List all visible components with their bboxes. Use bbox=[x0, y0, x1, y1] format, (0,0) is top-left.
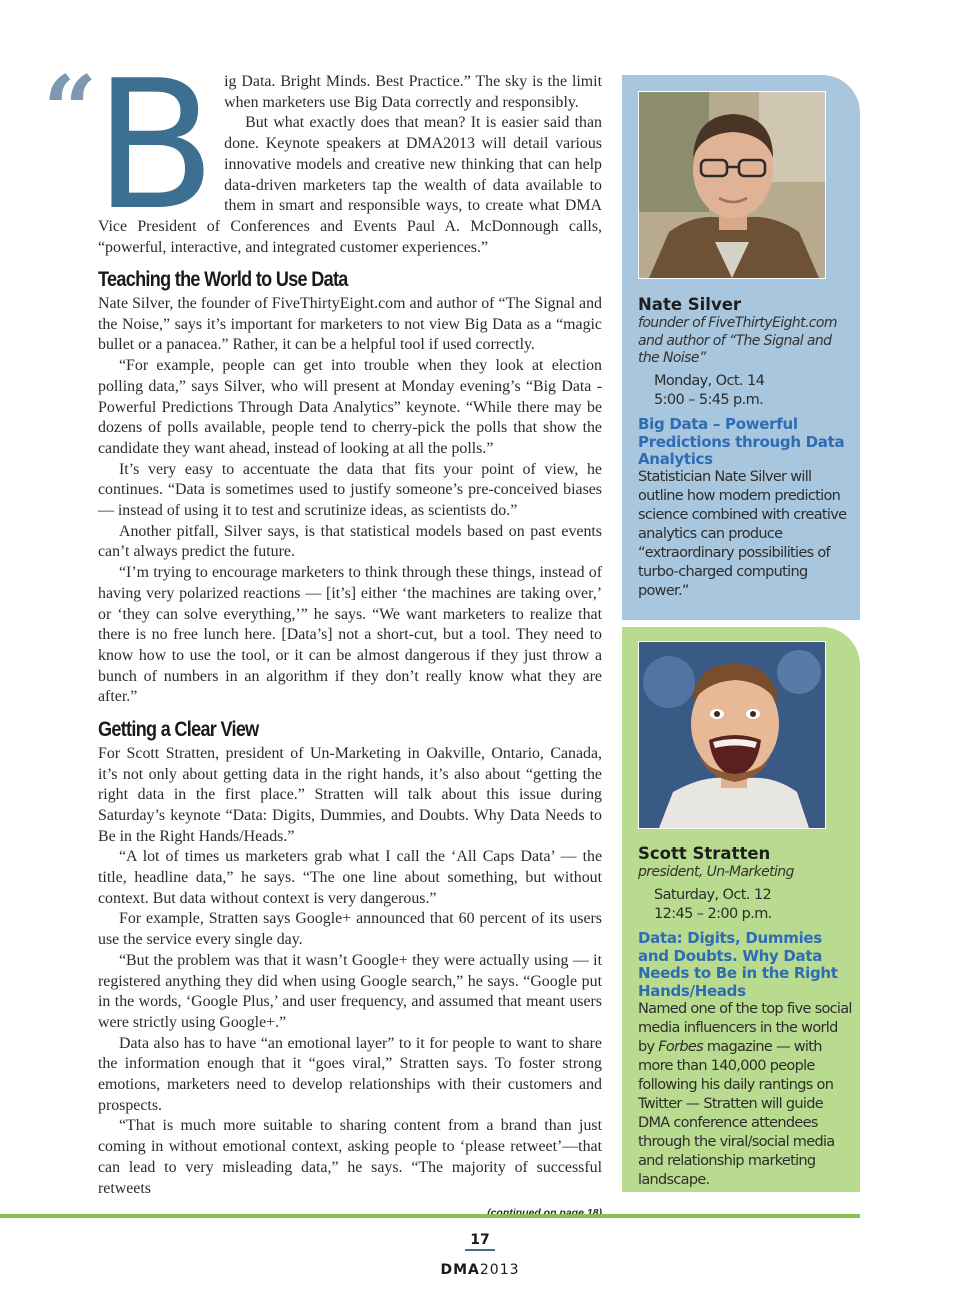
publication-name: Forbes bbox=[658, 1039, 703, 1055]
brand-year: 2013 bbox=[479, 1262, 520, 1278]
description-text: Named one of the top five social media influencers in the world by bbox=[638, 1001, 852, 1055]
body-paragraph: For example, Stratten says Google+ announced that 60 percent of its users use the service every single day. bbox=[98, 910, 602, 949]
speaker-box-nate-silver bbox=[622, 75, 860, 620]
speaker-name: Scott Stratten bbox=[638, 844, 771, 863]
section-heading: Getting a Clear View bbox=[98, 718, 259, 742]
session-date: Monday, Oct. 14 bbox=[654, 373, 765, 389]
footer-brand bbox=[430, 1262, 530, 1278]
body-paragraph: “That is much more suitable to sharing content from a brand than just coming in without emotional context, asking people to ‘please retweet’—that can lead to very misleading data,” he says. “The majority of successful retweets bbox=[98, 1117, 602, 1197]
article bbox=[43, 42, 602, 1224]
speaker-role: founder of FiveThirtyEight.com and author of “The Signal and the Noise” bbox=[638, 315, 837, 366]
page-number: 17 bbox=[465, 1232, 495, 1251]
body-paragraph: Data also has to have “an emotional layer” to it for people to want to share the information enough that it “goes viral,” Stratten says. To foster strong emotions, marketers need to develop relationships with their customers and prospects. bbox=[98, 1034, 602, 1114]
body-paragraph: It’s very easy to accentuate the data that fits your point of view, he continues. “Data is sometimes used to justify someone’s pre-conceived biases — instead of using it to test and scrutinize ideas, as scientists do.” bbox=[98, 460, 602, 520]
session-description bbox=[638, 1000, 853, 1190]
body-paragraph: “A lot of times us marketers grab what I call the ‘All Caps Data’ — the title, headline data,” he says. “The one line about something, but without context. But data without context is very dangerous.” bbox=[98, 848, 602, 907]
speaker-photo-nate-silver bbox=[638, 91, 826, 279]
description-text: magazine — with more than 140,000 people following his daily rantings on Twitter — Stratten will guide DMA conference attendees through the viral/social media and relationship marketing landscape. bbox=[638, 1039, 835, 1188]
speaker-box-scott-stratten bbox=[622, 627, 860, 1192]
session-time: 5:00 – 5:45 p.m. bbox=[654, 392, 764, 408]
body-paragraph: Another pitfall, Silver says, is that statistical models based on past events can’t always predict the future. bbox=[98, 522, 602, 561]
section-heading: Teaching the World to Use Data bbox=[98, 268, 348, 292]
body-paragraph: Nate Silver, the founder of FiveThirtyEight.com and author of “The Signal and the Noise,” says it’s important for marketers to not view Big Data as a “magic bullet or a panacea.” Rather, it can be a helpful tool if used correctly. bbox=[98, 295, 602, 354]
session-date: Saturday, Oct. 12 bbox=[654, 887, 772, 903]
intro-paragraph: ig Data. Bright Minds. Best Practice.” The sky is the limit when marketers use Big Data correctly and responsibly. bbox=[224, 73, 602, 111]
intro-paragraph: But what exactly does that mean? It is easier said than done. Keynote speakers at DMA2013 will detail various innovative models and creative new thinking that can help data-driven marketers tap the wealth of data available to them in smart and responsible ways, to create what DMA Vice President of Conferences and Events Paul A. McDonnough calls, “powerful, interactive, and integrated customer experiences.” bbox=[98, 114, 602, 256]
brand-name: DMA bbox=[440, 1262, 480, 1278]
speaker-name: Nate Silver bbox=[638, 295, 742, 314]
session-description: Statistician Nate Silver will outline how modern prediction science combined with creative analytics can produce “extraordinary possibilities of turbo-charged computing power.” bbox=[638, 469, 847, 599]
speaker-role: president, Un-Marketing bbox=[638, 864, 794, 880]
portrait-illustration bbox=[639, 92, 825, 278]
session-title: Big Data – Powerful Predictions through Data Analytics bbox=[638, 415, 845, 468]
body-paragraph: “I’m trying to encourage marketers to think through these things, instead of having very polarized reactions — [it’s] either ‘the machines are taking over,’ or ‘they can solve everything,’” he says. “We want marketers to realize that there is no free lunch here. [Data’s] not a short-cut, but a tool. They need to know how to use the tool, or it can be almost dangerous if they just throw a bunch of numbers in an algorithm if they don’t really know what they are after.” bbox=[98, 564, 602, 706]
body-paragraph: “But the problem was that it wasn’t Google+ they were actually using — it registered anything they did when using Google search,” he says. “Google put in the words, ‘Google Plus,’ and user frequency, and assumed that meant users were strictly using Google+.” bbox=[98, 951, 602, 1031]
footer-rule bbox=[0, 1214, 860, 1218]
portrait-illustration bbox=[639, 642, 825, 828]
session-time: 12:45 – 2:00 p.m. bbox=[654, 906, 772, 922]
drop-cap: B bbox=[94, 42, 217, 249]
speaker-photo-scott-stratten bbox=[638, 641, 826, 829]
body-paragraph: “For example, people can get into trouble when they look at election polling data,” says Silver, who will present at Monday evening’s “Big Data - Powerful Predictions Through Data Analytics” keynote. “While there may be dozens of polls available, people tend to cherry-pick the polls that show the candidate they want ahead, instead of looking at all the polls.” bbox=[98, 357, 602, 457]
body-paragraph: For Scott Stratten, president of Un-Marketing in Oakville, Ontario, Canada, it’s not only about getting data in the right hands, it’s also about “getting the right data in the first place.” Stratten will talk about this issue during Saturday’s keynote “Data: Digits, Dummies, and Doubts. Why Data Needs to Be in the Right Hands/Heads.” bbox=[98, 744, 602, 845]
opening-quote-mark: “ bbox=[43, 56, 98, 166]
session-title: Data: Digits, Dummies and Doubts. Why Data Needs to Be in the Right Hands/Heads bbox=[638, 929, 838, 1000]
